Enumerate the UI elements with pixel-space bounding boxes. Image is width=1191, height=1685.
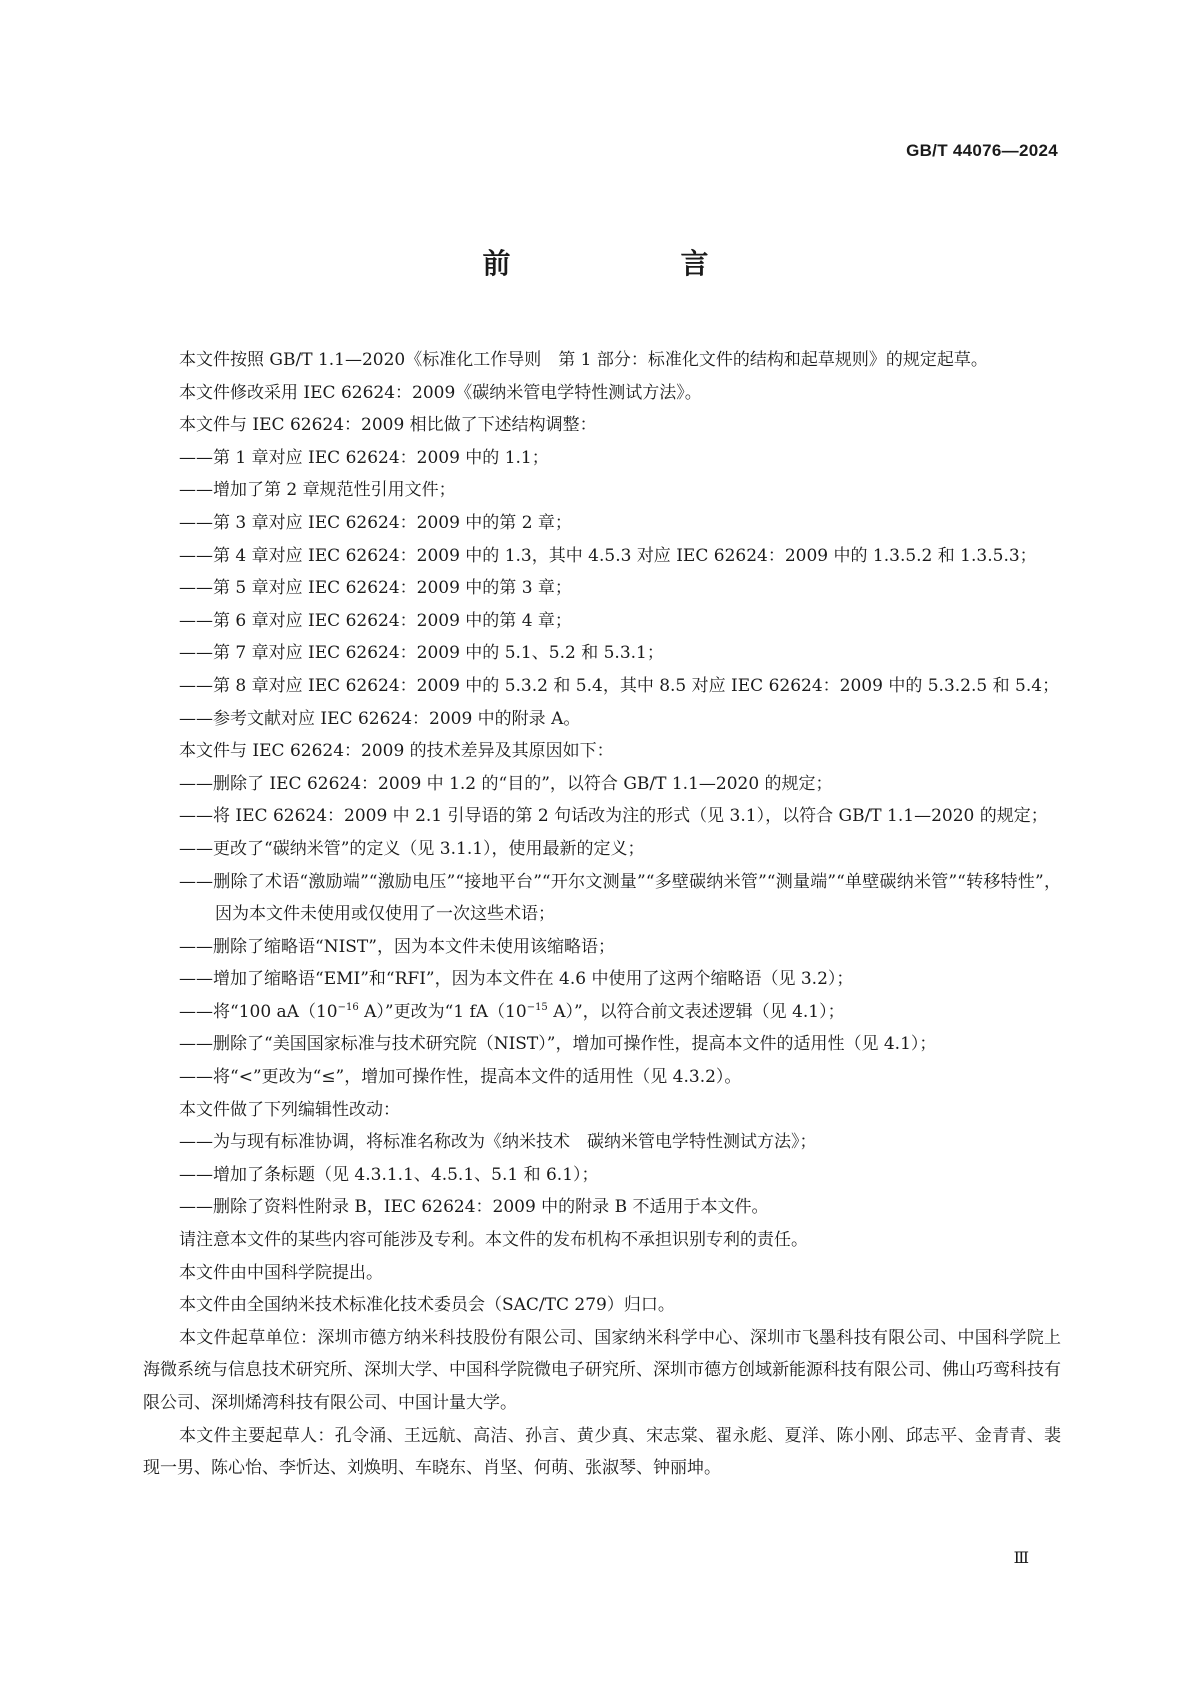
paragraph-editorial-intro: 本文件做了下列编辑性改动： — [179, 1099, 400, 1120]
paragraph-drafting-rule: 本文件按照 GB/T 1.1—2020《标准化工作导则 第 1 部分：标准化文件的结构和起草规则》的规定起草。 — [179, 350, 988, 370]
text-segment: A）”，以符合前文表述逻辑（见 4.1）； — [547, 1001, 845, 1022]
tech-diff-item: ——将 IEC 62624：2009 中 2.1 引导语的第 2 句话改为注的形式（见 3.1），以符合 GB/T 1.1—2020 的规定； — [179, 806, 1048, 827]
document-body — [143, 344, 1061, 1485]
tech-diff-item: ——更改了“碳纳米管”的定义（见 3.1.1），使用最新的定义； — [179, 838, 645, 859]
paragraph-committee: 本文件由全国纳米技术标准化技术委员会（SAC/TC 279）归口。 — [179, 1295, 675, 1316]
structure-item: ——第 5 章对应 IEC 62624：2009 中的第 3 章； — [179, 578, 572, 599]
editorial-item: ——删除了资料性附录 B，IEC 62624：2009 中的附录 B 不适用于本文件。 — [179, 1197, 769, 1218]
structure-item: ——参考文献对应 IEC 62624：2009 中的附录 A。 — [179, 708, 581, 729]
structure-item: ——第 4 章对应 IEC 62624：2009 中的 1.3，其中 4.5.3 对应 IEC 62624：2009 中的 1.3.5.2 和 1.3.5.3； — [179, 545, 1037, 566]
paragraph-proposer: 本文件由中国科学院提出。 — [179, 1262, 383, 1283]
tech-diff-item: ——增加了缩略语“EMI”和“RFI”，因为本文件在 4.6 中使用了这两个缩略语（见 3.2）； — [179, 969, 854, 990]
tech-diff-item: ——删除了术语“激励端”“激励电压”“接地平台”“开尔文测量”“多壁碳纳米管”“测量端”“单壁碳纳米管”“转移特性”，因为本文件未使用或仅使用了一次这些术语； — [179, 871, 1061, 925]
editorial-item: ——增加了条标题（见 4.3.1.1、4.5.1、5.1 和 6.1）； — [179, 1164, 599, 1185]
paragraph-patent-notice: 请注意本文件的某些内容可能涉及专利。本文件的发布机构不承担识别专利的责任。 — [179, 1230, 808, 1251]
structure-item: ——第 8 章对应 IEC 62624：2009 中的 5.3.2 和 5.4，其中 8.5 对应 IEC 62624：2009 中的 5.3.2.5 和 5.4； — [179, 675, 1060, 696]
text-segment: A）”更改为“1 fA（10 — [358, 1001, 527, 1022]
paragraph-structure-intro: 本文件与 IEC 62624：2009 相比做了下述结构调整： — [179, 415, 597, 436]
structure-item: ——第 6 章对应 IEC 62624：2009 中的第 4 章； — [179, 610, 572, 631]
text-segment: ——将“100 aA（10 — [179, 1001, 338, 1022]
tech-diff-item: ——删除了 IEC 62624：2009 中 1.2 的“目的”，以符合 GB/T 1.1—2020 的规定； — [179, 773, 833, 794]
paragraph-drafters: 本文件主要起草人：孔令涌、王远航、高洁、孙言、黄少真、宋志棠、翟永彪、夏洋、陈小刚、邱志平、金青青、裴现一男、陈心怡、李忻达、刘焕明、车晓东、肖坚、何萌、张淑琴、钟丽坤。 — [143, 1425, 1061, 1479]
page-title: 前 言 — [482, 247, 747, 280]
page-number: Ⅲ — [1013, 1548, 1028, 1567]
tech-diff-item-current — [143, 996, 1061, 1029]
exponent: −15 — [526, 1001, 548, 1013]
document-code: GB/T 44076—2024 — [906, 141, 1058, 160]
tech-diff-item: ——删除了“美国国家标准与技术研究院（NIST）”，增加可操作性，提高本文件的适用性（见 4.1）； — [179, 1034, 937, 1055]
editorial-item: ——为与现有标准协调，将标准名称改为《纳米技术 碳纳米管电学特性测试方法》； — [179, 1132, 817, 1153]
paragraph-adoption: 本文件修改采用 IEC 62624：2009《碳纳米管电学特性测试方法》。 — [179, 382, 702, 403]
structure-item: ——增加了第 2 章规范性引用文件； — [179, 480, 456, 501]
structure-item: ——第 7 章对应 IEC 62624：2009 中的 5.1、5.2 和 5.3.1； — [179, 643, 664, 664]
structure-item: ——第 1 章对应 IEC 62624：2009 中的 1.1； — [179, 447, 549, 468]
exponent: −16 — [337, 1001, 359, 1013]
paragraph-tech-diff-intro: 本文件与 IEC 62624：2009 的技术差异及其原因如下： — [179, 741, 614, 762]
paragraph-drafting-units: 本文件起草单位：深圳市德方纳米科技股份有限公司、国家纳米科学中心、深圳市飞墨科技有限公司、中国科学院上海微系统与信息技术研究所、深圳大学、中国科学院微电子研究所、深圳市德方创域新能源科技有限公司、佛山巧鸾科技有限公司、深圳烯湾科技有限公司、中国计量大学。 — [143, 1327, 1061, 1413]
tech-diff-item: ——删除了缩略语“NIST”，因为本文件未使用该缩略语； — [179, 936, 615, 957]
structure-item: ——第 3 章对应 IEC 62624：2009 中的第 2 章； — [179, 512, 572, 533]
tech-diff-item: ——将“<”更改为“≤”，增加可操作性，提高本文件的适用性（见 4.3.2）。 — [179, 1067, 742, 1088]
